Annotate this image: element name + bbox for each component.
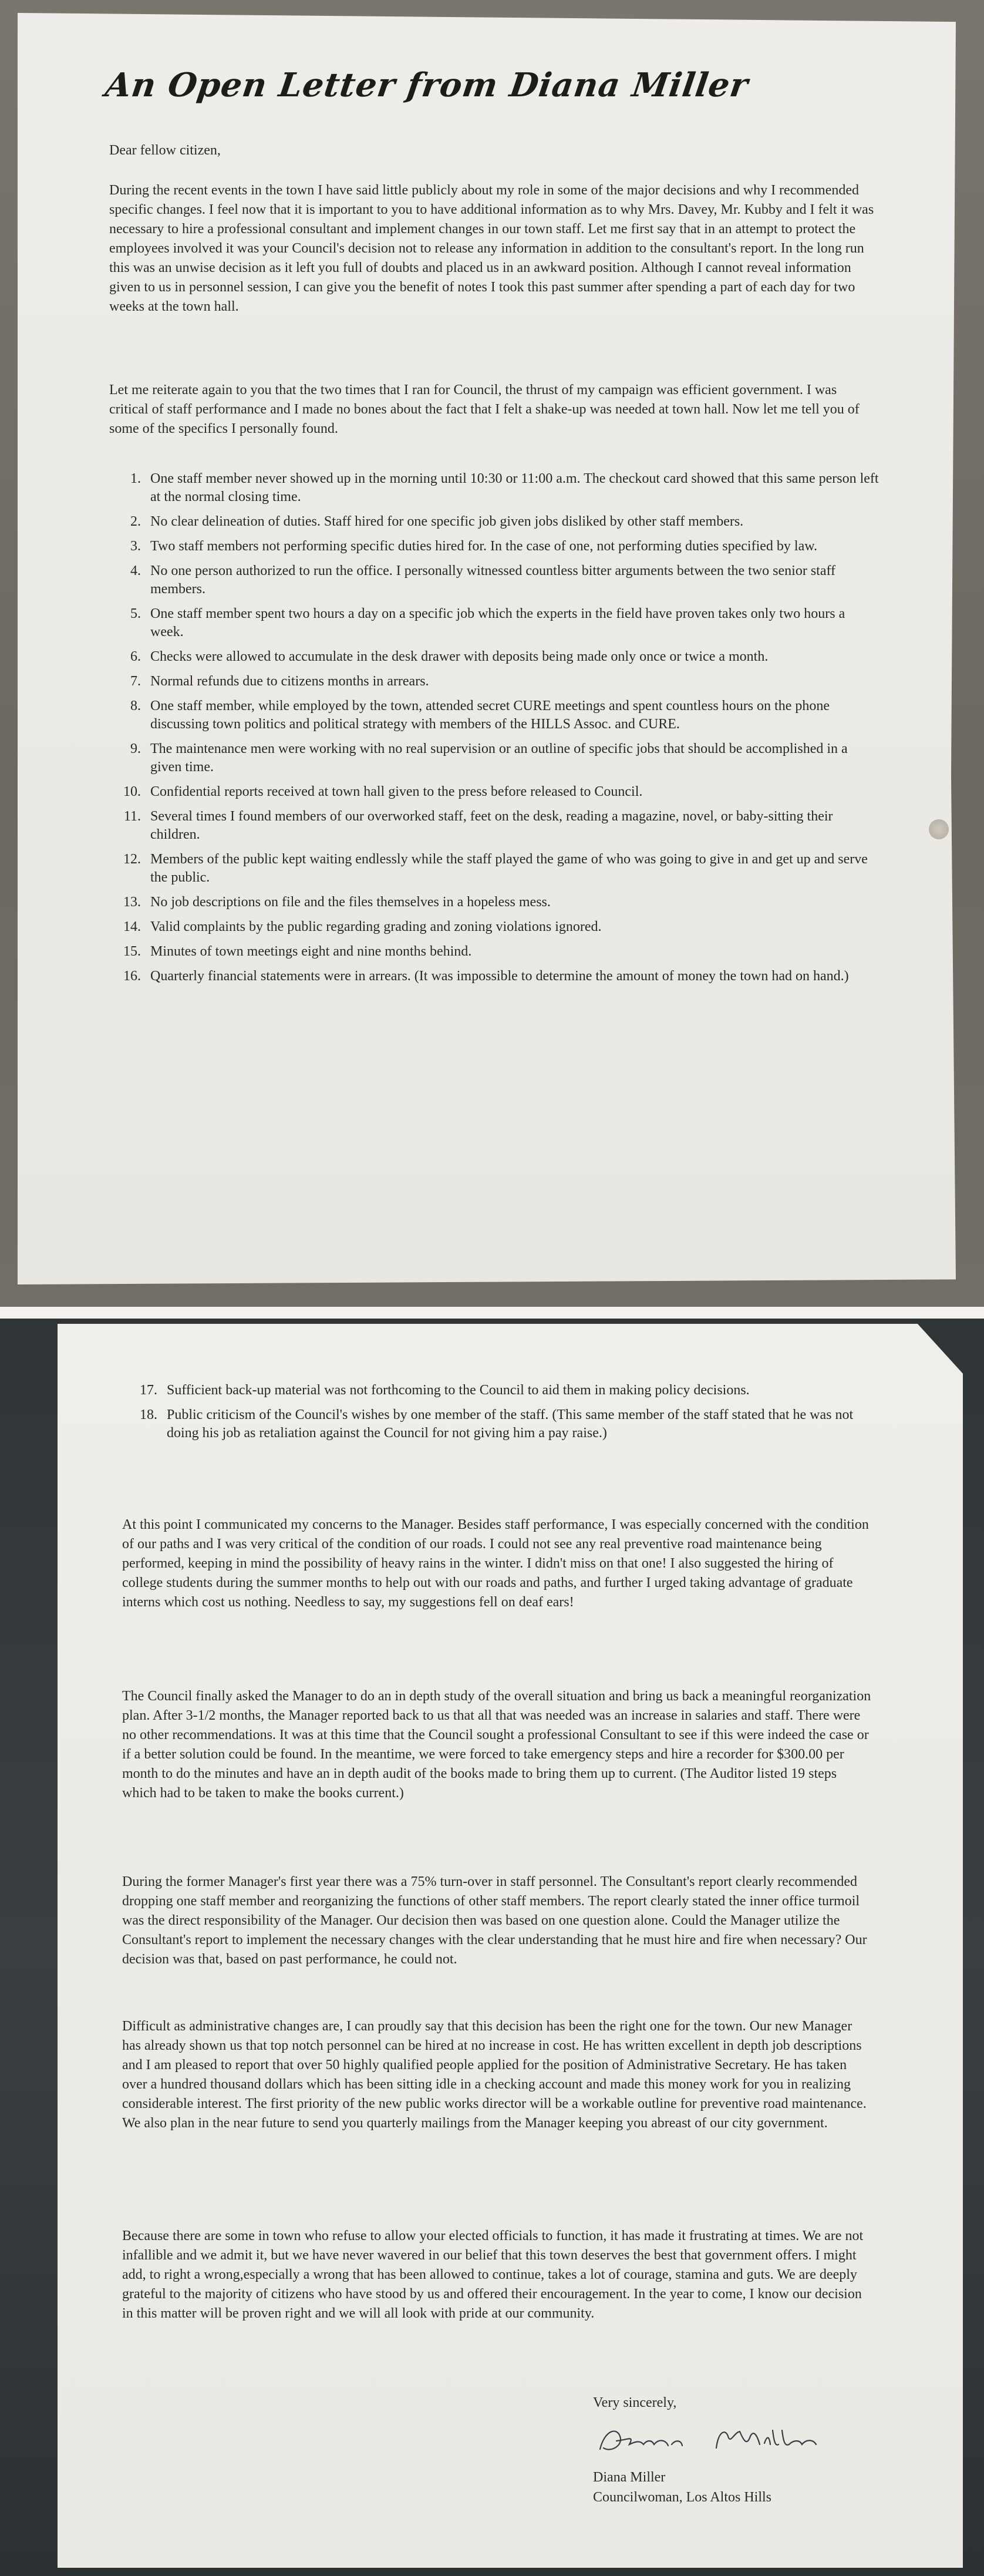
list-text: One staff member never showed up in the morning until 10:30 or 11:00 a.m. The checkout card showed that this same person left at the normal closing time. [150,471,879,505]
list-number: 3. [130,539,141,554]
list-number: 7. [130,674,141,689]
list-text: Members of the public kept waiting endlessly while the staff played the game of who was going to give in and get up and serve the public. [150,852,868,885]
list-item [134,1406,856,1442]
list-text: Quarterly financial statements were in arrears. (It was impossible to determine the amount of money the town had on hand.) [150,968,849,984]
salutation: Dear fellow citizen, [109,143,221,158]
list-item [117,697,881,734]
list-text: No job descriptions on file and the files themselves in a hopeless mess. [150,894,551,910]
list-item [117,470,881,506]
list-item [117,672,881,691]
list-text: Sufficient back-up material was not forthcoming to the Council to aid them in making policy decisions. [167,1383,750,1398]
list-item [117,943,881,961]
list-item [117,918,881,936]
findings-list [117,470,881,992]
list-text: One staff member, while employed by the town, attended secret CURE meetings and spent countless hours on the phone discussing town politics and political strategy with members of the HILLS Assoc. and CURE. [150,698,830,732]
paragraph-turnover: During the former Manager's first year there was a 75% turn-over in staff personnel. The Consultant's report clearly recommended dropping one staff member and reorganizing the functions of other staff members. The report clearly stated the inner office turmoil was the direct responsibility of the Manager. Our decision then was based on one question alone. Could the Manager utilize the Consultant's report to implement the necessary changes with the clear understanding that he must hire and fire when necessary? Our decision was that, based on past performance, he could not. [122,1874,867,1967]
punch-hole [929,819,949,839]
list-number: 17. [140,1383,157,1398]
paragraph-closing-remarks: Because there are some in town who refuse to allow your elected officials to function, it has made it frustrating at times. We are not infallible and we admit it, but we have never wavered in our belief that this town deserves the best that government offers. I might add, to right a wrong,especially a wrong that has been allowed to continue, takes a lot of courage, stamina and guts. We are deeply grateful to the majority of citizens who have stood by us and offered their encouragement. In the year to come, I know our decision in this matter will be proven right and we will all look with pride at our community. [122,2228,864,2321]
list-number: 16. [123,968,141,984]
list-text: The maintenance men were working with no real supervision or an outline of specific jobs that should be accomplished in a given time. [150,741,848,775]
list-number: 4. [130,563,141,579]
paragraph-intro: During the recent events in the town I have said little publicly about my role in some of the major decisions and why I recommended specific changes. I feel now that it is important to you to have additional information as to why Mrs. Davey, Mr. Kubby and I felt it was necessary to hire a professional consultant and implement changes in our town staff. Let me first say that in an attempt to protect the employees involved it was your Council's decision not to release any information in addition to the consultant's report. In the long run this was an unwise decision as it left you full of doubts and placed us in an awkward position. Although I cannot reveal information given to us in personnel session, I can give you the benefit of notes I took this past summer after spending a part of each day for two weeks at the town hall. [109,183,874,314]
list-text: Valid complaints by the public regarding grading and zoning violations ignored. [150,919,602,934]
list-text: Normal refunds due to citizens months in arrears. [150,674,429,689]
list-item [117,967,881,986]
paragraph-reiterate: Let me reiterate again to you that the two times that I ran for Council, the thrust of my campaign was efficient government. I was critical of staff performance and I made no bones about the fact that I felt a shake-up was needed at town hall. Now let me tell you of some of the specifics I personally found. [109,382,860,436]
signer-title: Councilwoman, Los Altos Hills [593,2490,772,2505]
letter-title: An Open Letter from Diana Miller [103,66,751,105]
list-item [117,605,881,641]
list-item [117,537,881,556]
list-text: Minutes of town meetings eight and nine months behind. [150,944,472,959]
list-number: 8. [130,698,141,714]
list-text: No clear delineation of duties. Staff hired for one specific job given jobs disliked by other staff members. [150,514,744,529]
paragraph-administrative-changes: Difficult as administrative changes are, I can proudly say that this decision has been the right one for the town. Our new Manager has already shown us that top notch personnel can be hired at no increase in cost. He has written excellent in depth job descriptions and I am pleased to report that over 50 highly qualified people applied for the position of Administrative Secretary. He has taken over a hundred thousand dollars which has been sitting idle in a checking account and made this money work for you in realizing considerable interest. The first priority of the new public works director will be a workable outline for preventive road maintenance. We also plan in the near future to send you quarterly mailings from the Manager keeping you abreast of our city government. [122,2019,867,2131]
findings-list-continued [134,1381,856,1449]
list-item [117,648,881,666]
list-item [117,808,881,844]
list-number: 14. [123,919,141,934]
list-number: 12. [123,852,141,867]
list-item [134,1381,856,1400]
list-item [117,562,881,598]
list-text: Confidential reports received at town hall given to the press before released to Council. [150,784,643,799]
paragraph-manager-concerns: At this point I communicated my concerns to the Manager. Besides staff performance, I was especially concerned with the condition of our paths and I was very critical of the condition of our roads. I could not see any real preventive road maintenance being performed, keeping in mind the possibility of heavy rains in the winter. I didn't miss on that one! I also suggested the hiring of college students during the summer months to help out with our roads and paths, and further I urged taking advantage of graduate interns which cost us nothing. Needless to say, my suggestions fell on deaf ears! [122,1517,869,1610]
list-number: 10. [123,784,141,799]
list-number: 1. [130,471,141,486]
list-number: 5. [130,606,141,621]
list-number: 9. [130,741,141,756]
list-number: 2. [130,514,141,529]
closing-line: Very sincerely, [593,2395,677,2410]
list-text: One staff member spent two hours a day on a specific job which the experts in the field have proven takes only two hours a week. [150,606,845,640]
list-item [117,513,881,531]
list-number: 18. [140,1407,157,1422]
list-text: No one person authorized to run the office. I personally witnessed countless bitter arguments between the two senior staff members. [150,563,836,597]
signer-name: Diana Miller [593,2470,666,2485]
list-item [117,893,881,912]
list-number: 13. [123,894,141,910]
list-number: 11. [123,809,141,824]
list-number: 15. [123,944,141,959]
list-text: Public criticism of the Council's wishes by one member of the staff. (This same member of the staff stated that he was not doing his job as retaliation against the Council for not giving him a pay raise.) [167,1407,854,1441]
list-number: 6. [130,649,141,664]
list-text: Checks were allowed to accumulate in the desk drawer with deposits being made only once or twice a month. [150,649,769,664]
list-text: Several times I found members of our overworked staff, feet on the desk, reading a magazine, novel, or baby-sitting their children. [150,809,833,842]
list-item [117,740,881,776]
list-text: Two staff members not performing specific duties hired for. In the case of one, not performing duties specified by law. [150,539,817,554]
list-item [117,783,881,801]
page-divider [0,1307,984,1319]
handwritten-signature [593,2419,840,2460]
paragraph-reorganization: The Council finally asked the Manager to do an in depth study of the overall situation and bring us back a meaningful reorganization plan. After 3-1/2 months, the Manager reported back to us that all that was needed was an increase in salaries and staff. There were no other recommendations. It was at this time that the Council sought a professional Consultant to see if this were indeed the case or if a better solution could be found. In the meantime, we were forced to take emergency steps and hire a recorder for $300.00 per month to do the minutes and have an in depth audit of the books made to bring them up to current. (The Auditor listed 19 steps which had to be taken to make the books current.) [122,1689,871,1801]
list-item [117,850,881,887]
